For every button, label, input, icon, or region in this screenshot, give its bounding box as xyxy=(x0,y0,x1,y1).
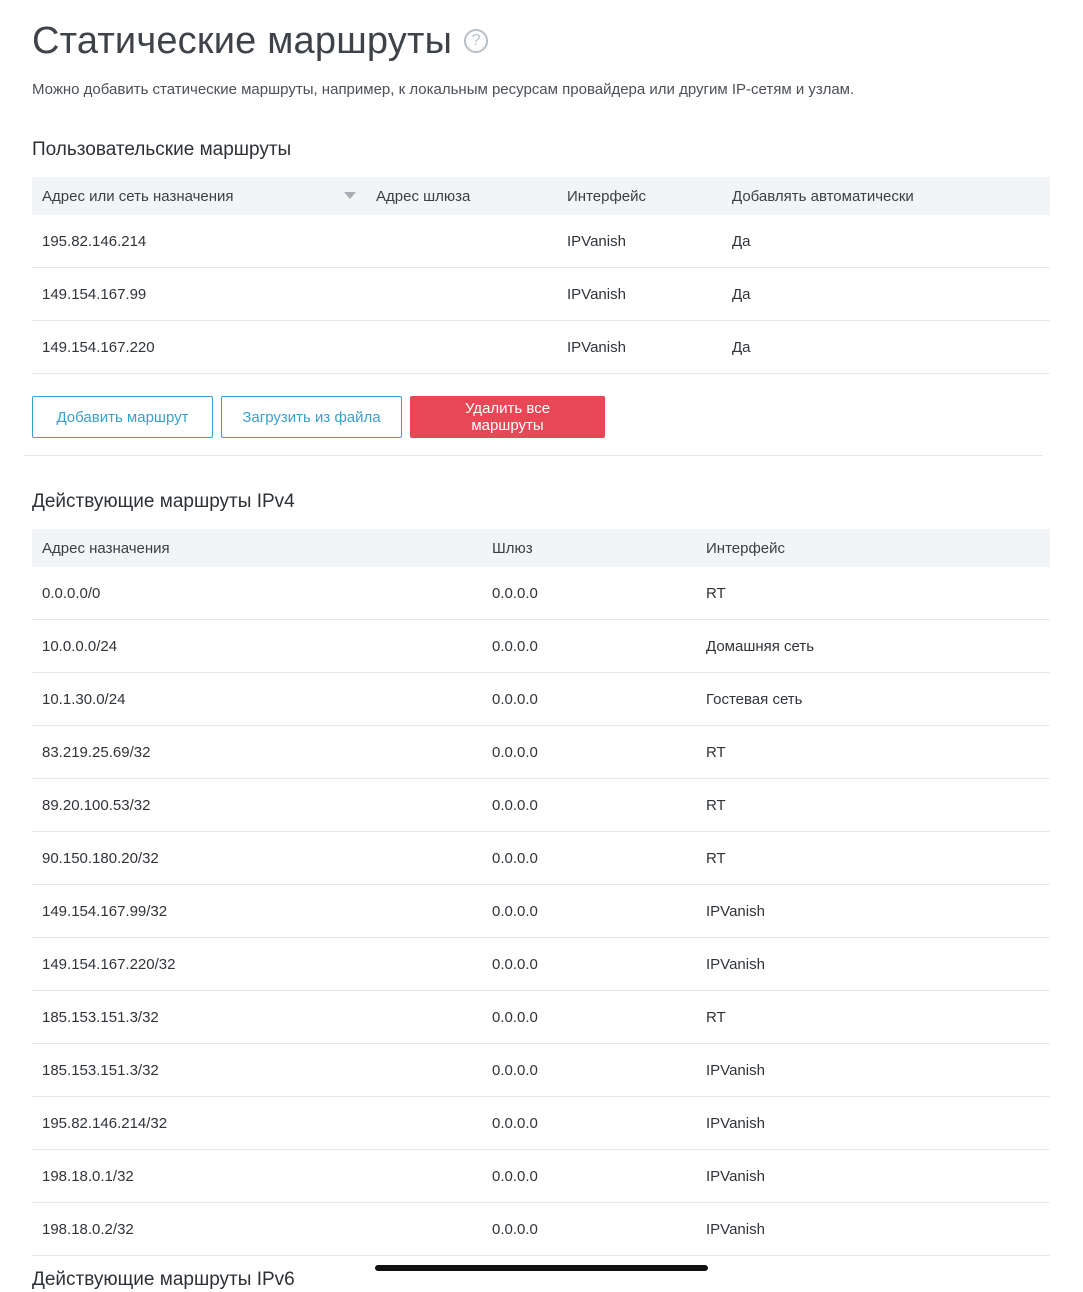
upload-from-file-button[interactable]: Загрузить из файла xyxy=(221,396,402,438)
cell-gateway: 0.0.0.0 xyxy=(482,1203,696,1256)
user-routes-table xyxy=(32,177,1050,374)
cell-destination: 195.82.146.214/32 xyxy=(32,1097,482,1150)
cell-auto: Да xyxy=(722,215,1050,268)
cell-interface: RT xyxy=(696,991,1050,1044)
table-row xyxy=(32,885,1050,938)
cell-gateway: 0.0.0.0 xyxy=(482,832,696,885)
cell-interface: IPVanish xyxy=(696,1044,1050,1097)
cell-gateway: 0.0.0.0 xyxy=(482,885,696,938)
table-row xyxy=(32,620,1050,673)
active-routes-body xyxy=(32,567,1050,1256)
cell-gateway: 0.0.0.0 xyxy=(482,938,696,991)
page-title-text: Статические маршруты xyxy=(32,20,453,62)
cell-gateway: 0.0.0.0 xyxy=(482,620,696,673)
cell-gateway xyxy=(366,321,557,374)
cell-destination: 0.0.0.0/0 xyxy=(32,567,482,620)
cell-destination: 89.20.100.53/32 xyxy=(32,779,482,832)
cell-interface: IPVanish xyxy=(696,1150,1050,1203)
table-row[interactable] xyxy=(32,215,1050,268)
active-routes-table xyxy=(32,529,1050,1256)
cell-destination: 10.0.0.0/24 xyxy=(32,620,482,673)
table-row xyxy=(32,726,1050,779)
ipv6-routes-title: Действующие маршруты IPv6 xyxy=(32,1269,295,1290)
table-row xyxy=(32,673,1050,726)
table-row[interactable] xyxy=(32,321,1050,374)
sort-arrow-icon[interactable] xyxy=(344,192,356,199)
table-row xyxy=(32,1150,1050,1203)
cell-destination: 149.154.167.220/32 xyxy=(32,938,482,991)
table-row xyxy=(32,1044,1050,1097)
table-row xyxy=(32,991,1050,1044)
help-icon[interactable]: ? xyxy=(464,29,488,53)
cell-gateway: 0.0.0.0 xyxy=(482,991,696,1044)
cell-destination: 195.82.146.214 xyxy=(32,215,366,268)
cell-destination: 83.219.25.69/32 xyxy=(32,726,482,779)
cell-interface: IPVanish xyxy=(557,268,722,321)
cell-auto: Да xyxy=(722,268,1050,321)
column-header-gateway[interactable]: Шлюз xyxy=(482,529,696,567)
active-routes-title: Действующие маршруты IPv4 xyxy=(32,491,295,512)
cell-gateway: 0.0.0.0 xyxy=(482,1097,696,1150)
cell-destination: 149.154.167.99/32 xyxy=(32,885,482,938)
cell-gateway: 0.0.0.0 xyxy=(482,673,696,726)
cell-interface: IPVanish xyxy=(696,885,1050,938)
table-row xyxy=(32,1097,1050,1150)
cell-destination: 198.18.0.2/32 xyxy=(32,1203,482,1256)
cell-interface: Домашняя сеть xyxy=(696,620,1050,673)
cell-destination: 10.1.30.0/24 xyxy=(32,673,482,726)
user-routes-header-row xyxy=(32,177,1050,215)
cell-destination: 198.18.0.1/32 xyxy=(32,1150,482,1203)
page-title xyxy=(32,16,488,66)
table-row xyxy=(32,1203,1050,1256)
page-description: Можно добавить статические маршруты, например, к локальным ресурсам провайдера или другим IP-сетям и узлам. xyxy=(32,81,855,98)
cell-gateway: 0.0.0.0 xyxy=(482,1150,696,1203)
cell-auto: Да xyxy=(722,321,1050,374)
cell-interface: IPVanish xyxy=(696,1097,1050,1150)
column-header-label: Адрес или сеть назначения xyxy=(42,187,234,205)
cell-gateway: 0.0.0.0 xyxy=(482,1044,696,1097)
cell-destination: 185.153.151.3/32 xyxy=(32,1044,482,1097)
column-header-destination[interactable]: Адрес назначения xyxy=(32,529,482,567)
cell-interface: RT xyxy=(696,779,1050,832)
column-header-destination[interactable] xyxy=(32,177,366,215)
column-header-auto[interactable]: Добавлять автоматически xyxy=(722,177,1050,215)
cell-gateway: 0.0.0.0 xyxy=(482,726,696,779)
cell-gateway: 0.0.0.0 xyxy=(482,567,696,620)
cell-destination: 185.153.151.3/32 xyxy=(32,991,482,1044)
cell-interface: IPVanish xyxy=(557,321,722,374)
column-header-interface[interactable]: Интерфейс xyxy=(696,529,1050,567)
table-row xyxy=(32,779,1050,832)
cell-interface: RT xyxy=(696,567,1050,620)
cell-interface: RT xyxy=(696,832,1050,885)
table-row xyxy=(32,832,1050,885)
table-row[interactable] xyxy=(32,268,1050,321)
table-row xyxy=(32,938,1050,991)
cell-interface: IPVanish xyxy=(696,1203,1050,1256)
table-row xyxy=(32,567,1050,620)
add-route-button[interactable]: Добавить маршрут xyxy=(32,396,213,438)
delete-all-routes-button[interactable]: Удалить все маршруты xyxy=(410,396,605,438)
user-routes-title: Пользовательские маршруты xyxy=(32,139,292,160)
active-routes-header-row xyxy=(32,529,1050,567)
home-indicator xyxy=(375,1265,708,1271)
cell-gateway xyxy=(366,215,557,268)
cell-interface: IPVanish xyxy=(696,938,1050,991)
cell-destination: 149.154.167.220 xyxy=(32,321,366,374)
cell-gateway: 0.0.0.0 xyxy=(482,779,696,832)
cell-interface: IPVanish xyxy=(557,215,722,268)
column-header-interface[interactable]: Интерфейс xyxy=(557,177,722,215)
cell-gateway xyxy=(366,268,557,321)
cell-destination: 149.154.167.99 xyxy=(32,268,366,321)
column-header-gateway[interactable]: Адрес шлюза xyxy=(366,177,557,215)
cell-interface: Гостевая сеть xyxy=(696,673,1050,726)
cell-destination: 90.150.180.20/32 xyxy=(32,832,482,885)
section-divider xyxy=(24,455,1043,456)
cell-interface: RT xyxy=(696,726,1050,779)
